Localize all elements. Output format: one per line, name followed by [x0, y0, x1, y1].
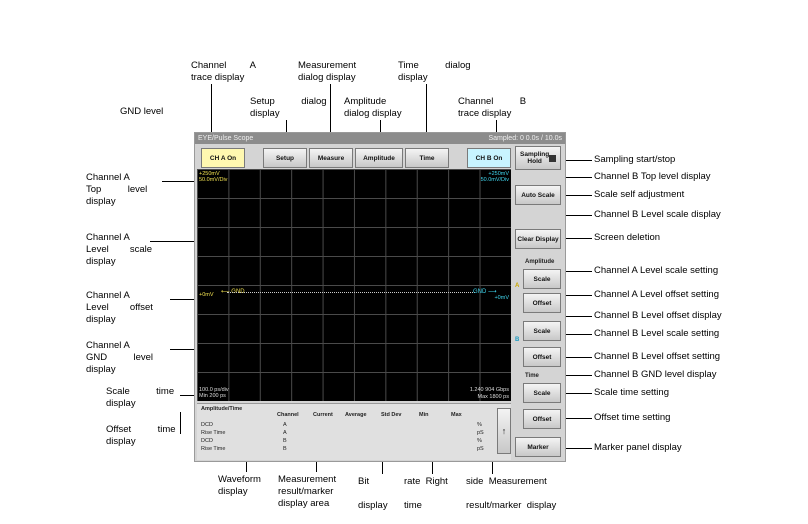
chb-gnd-marker: GND ⟶: [473, 289, 497, 295]
time-offset-button[interactable]: Offset: [523, 409, 561, 429]
callout-setup-dialog: Setup dialog display: [250, 96, 327, 119]
col-min: Min: [419, 412, 429, 418]
stop-square-icon: [549, 155, 556, 162]
callout-meas-dialog: Measurement dialog display: [298, 60, 357, 83]
callout-chb-offset-disp: Channel B Level offset display: [594, 310, 722, 321]
callout-rate-right: rate Right time: [404, 476, 448, 511]
row-name: Rise Time: [201, 430, 226, 436]
row-channel: A: [283, 422, 287, 428]
leader-line: [562, 357, 592, 358]
setup-button[interactable]: Setup: [263, 148, 307, 168]
row-unit: pS: [477, 446, 484, 452]
callout-scale-self: Scale self adjustment: [594, 189, 685, 200]
auto-scale-button[interactable]: Auto Scale: [515, 185, 561, 205]
callout-chb-gnd: Channel B GND level display: [594, 369, 717, 380]
time-scale-display: 100.0 ps/div Min 200 ps: [199, 387, 229, 399]
right-time-display: Max 1800 ps: [477, 394, 509, 400]
callout-offset-time: Offset time display: [106, 424, 176, 447]
cha-gnd-marker: ⟵ GND: [221, 289, 245, 295]
row-unit: %: [477, 422, 482, 428]
cha-offset-level: +0mV: [199, 292, 214, 298]
leader-line: [562, 295, 592, 296]
callout-chb-trace: Channel B trace display: [458, 96, 527, 119]
callout-chb-scale-set: Channel B Level scale setting: [594, 328, 720, 339]
callout-side-meas: side Measurement result/marker display: [466, 476, 557, 511]
cha-scale-button[interactable]: Scale: [523, 269, 561, 289]
row-unit: pS: [477, 430, 484, 436]
callout-cha-scale-set: Channel A Level scale setting: [594, 265, 719, 276]
leader-line: [562, 160, 592, 161]
measurement-result-area: [197, 403, 511, 460]
col-std-dev: Std Dev: [381, 412, 402, 418]
callout-scale-time: Scale time display: [106, 386, 175, 409]
leader-line: [562, 418, 592, 419]
callout-amp-dialog: Amplitude dialog display: [344, 96, 402, 119]
row-name: Rise Time: [201, 446, 226, 452]
sampled-status: Sampled: 0 0.0s / 10.0s: [488, 135, 562, 142]
result-header: Amplitude/Time: [201, 406, 243, 412]
chb-offset-level: +0mV: [494, 295, 509, 301]
cha-offset-button[interactable]: Offset: [523, 293, 561, 313]
side-a-label: A: [515, 283, 520, 289]
leader-line: [562, 393, 592, 394]
callout-time-dialog: Time dialog display: [398, 60, 471, 83]
callout-chb-offset-set: Channel B Level offset setting: [594, 351, 721, 362]
bit-rate-display: 1.240 904 Gbps: [469, 387, 509, 393]
callout-cha-offset: Channel A Level offset display: [86, 290, 153, 325]
col-average: Average: [345, 412, 367, 418]
amplitude-section-label: Amplitude: [525, 259, 555, 265]
ch-b-on-button[interactable]: CH B On: [467, 148, 511, 168]
time-section-label: Time: [525, 373, 539, 379]
callout-chb-scale-disp: Channel B Level scale display: [594, 209, 721, 220]
time-button[interactable]: Time: [405, 148, 449, 168]
cha-gnd-label: GND: [231, 289, 245, 295]
side-b-label: B: [515, 337, 520, 343]
trace-line: [227, 292, 475, 293]
row-channel: B: [283, 438, 287, 444]
cha-top-level: +250mV 50.0mV/Div: [199, 171, 228, 183]
row-unit: %: [477, 438, 482, 444]
marker-button[interactable]: Marker: [515, 437, 561, 457]
row-channel: A: [283, 430, 287, 436]
scroll-up-button[interactable]: ↑: [497, 408, 511, 454]
col-max: Max: [451, 412, 462, 418]
callout-cha-gnd: Channel A GND level display: [86, 340, 154, 375]
callout-cha-trace: Channel A trace display: [191, 60, 256, 83]
measure-button[interactable]: Measure: [309, 148, 353, 168]
sampling-hold-button[interactable]: [515, 146, 561, 170]
callout-cha-scale: Channel A Level scale display: [86, 232, 153, 267]
callout-marker-panel: Marker panel display: [594, 442, 682, 453]
callout-meas-area: Measurement result/marker display area: [278, 474, 337, 509]
chb-scale-button[interactable]: Scale: [523, 321, 561, 341]
leader-line: [562, 271, 592, 272]
row-channel: B: [283, 446, 287, 452]
callout-waveform: Waveform display: [218, 474, 261, 497]
chb-gnd-label: GND: [473, 289, 487, 295]
leader-line: [180, 412, 181, 434]
ch-a-on-button[interactable]: CH A On: [201, 148, 245, 168]
callout-cha-offset-set: Channel A Level offset setting: [594, 289, 719, 300]
col-current: Current: [313, 412, 333, 418]
chb-offset-button[interactable]: Offset: [523, 347, 561, 367]
callout-cha-top: Channel A Top level display: [86, 172, 148, 207]
waveform-display: [197, 169, 511, 401]
leader-line: [562, 195, 592, 196]
callout-scale-time-set: Scale time setting: [594, 387, 669, 398]
callout-offset-time-set: Offset time setting: [594, 412, 671, 423]
callout-chb-top: Channel B Top level display: [594, 171, 711, 182]
chb-top-level: +250mV 50.0mV/Div: [480, 171, 509, 183]
scope-window: [194, 132, 566, 462]
row-name: DCD: [201, 438, 213, 444]
leader-line: [562, 238, 592, 239]
col-channel: Channel: [277, 412, 299, 418]
callout-gnd-level: GND level: [120, 106, 164, 117]
row-name: DCD: [201, 422, 213, 428]
title-bar: [195, 133, 565, 144]
callout-sampling: Sampling start/stop: [594, 154, 676, 165]
leader-line: [562, 334, 592, 335]
window-title: EYE/Pulse Scope: [198, 135, 254, 142]
amplitude-button[interactable]: Amplitude: [355, 148, 403, 168]
callout-bit-rate: Bit display: [358, 476, 388, 511]
clear-display-button[interactable]: Clear Display: [515, 229, 561, 249]
callout-screen-del: Screen deletion: [594, 232, 661, 243]
leader-line: [562, 448, 592, 449]
time-scale-button[interactable]: Scale: [523, 383, 561, 403]
sampling-hold-label: Sampling Hold: [520, 151, 550, 165]
